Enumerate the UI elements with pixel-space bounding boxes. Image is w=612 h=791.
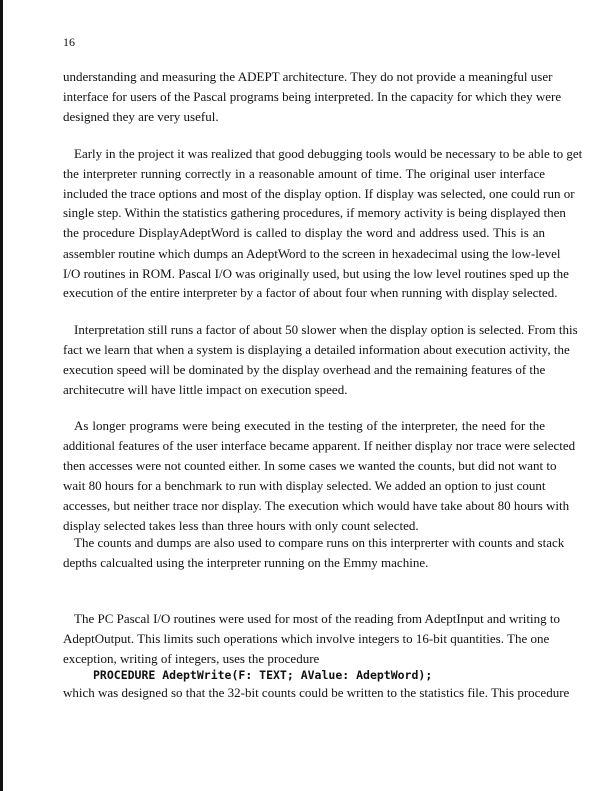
- text-line: AdeptOutput. This limits such operations which involve integers to 16-bit quantities. The one: [63, 631, 550, 646]
- text-line: designed they are very useful.: [63, 109, 219, 124]
- text-line: execution speed will be dominated by the display overhead and the remaining features of the: [63, 362, 546, 377]
- code-line: PROCEDURE AdeptWrite(F: TEXT; AValue: AdeptWord);: [93, 668, 433, 682]
- text-line: then accesses were not counted either. In some cases we wanted the counts, but did not want to: [63, 458, 557, 473]
- text-line: The counts and dumps are also used to compare runs on this interprerter with counts and stack: [74, 535, 565, 550]
- text-line: execution of the entire interpreter by a factor of about four when running with display selected.: [63, 285, 558, 300]
- text-line: accesses, but neither trace nor display. The execution which would have take about 80 hours with: [63, 498, 570, 513]
- text-line: As longer programs were being executed in the testing of the interpreter, the need for the: [74, 418, 545, 433]
- text-line: interface for users of the Pascal programs being interpreted. In the capacity for which they were: [63, 89, 562, 104]
- page-edge: [0, 0, 3, 791]
- text-line: the procedure DisplayAdeptWord is called to display the word and address used. This is an: [63, 225, 545, 240]
- page-number: 16: [63, 35, 75, 49]
- text-line: The PC Pascal I/O routines were used for most of the reading from AdeptInput and writing to: [74, 611, 560, 626]
- text-line: Early in the project it was realized that good debugging tools would be necessary to be able to get: [74, 146, 583, 161]
- text-line: the interpreter running correctly in a reasonable amount of time. The original user interface: [63, 166, 545, 181]
- text-line: single step. Within the statistics gathering procedures, if memory activity is being displayed then: [63, 205, 566, 220]
- text-line: I/O routines in ROM. Pascal I/O was originally used, but using the low level routines sped up the: [63, 266, 569, 281]
- text-line: display selected takes less than three hours with only count selected.: [63, 518, 419, 533]
- text-line: assembler routine which dumps an AdeptWord to the screen in hexadecimal using the low-level: [63, 246, 561, 261]
- text-line: which was designed so that the 32-bit counts could be written to the statistics file. This procedure: [63, 685, 570, 700]
- text-line: Interpretation still runs a factor of about 50 slower when the display option is selected. From this: [74, 322, 578, 337]
- text-line: wait 80 hours for a benchmark to run with display selected. We added an option to just count: [63, 478, 546, 493]
- text-line: fact we learn that when a system is displaying a detailed information about execution activity, the: [63, 342, 570, 357]
- text-line: included the trace options and most of the display option. If display was selected, one could run or: [63, 186, 575, 201]
- text-line: understanding and measuring the ADEPT architecture. They do not provide a meaningful user: [63, 69, 553, 84]
- text-line: additional features of the user interface became apparent. If neither display nor trace were selected: [63, 438, 576, 453]
- text-line: architecutre will have little impact on execution speed.: [63, 382, 348, 397]
- text-line: exception, writing of integers, uses the procedure: [63, 651, 320, 666]
- text-line: depths calcualted using the interpreter running on the Emmy machine.: [63, 555, 429, 570]
